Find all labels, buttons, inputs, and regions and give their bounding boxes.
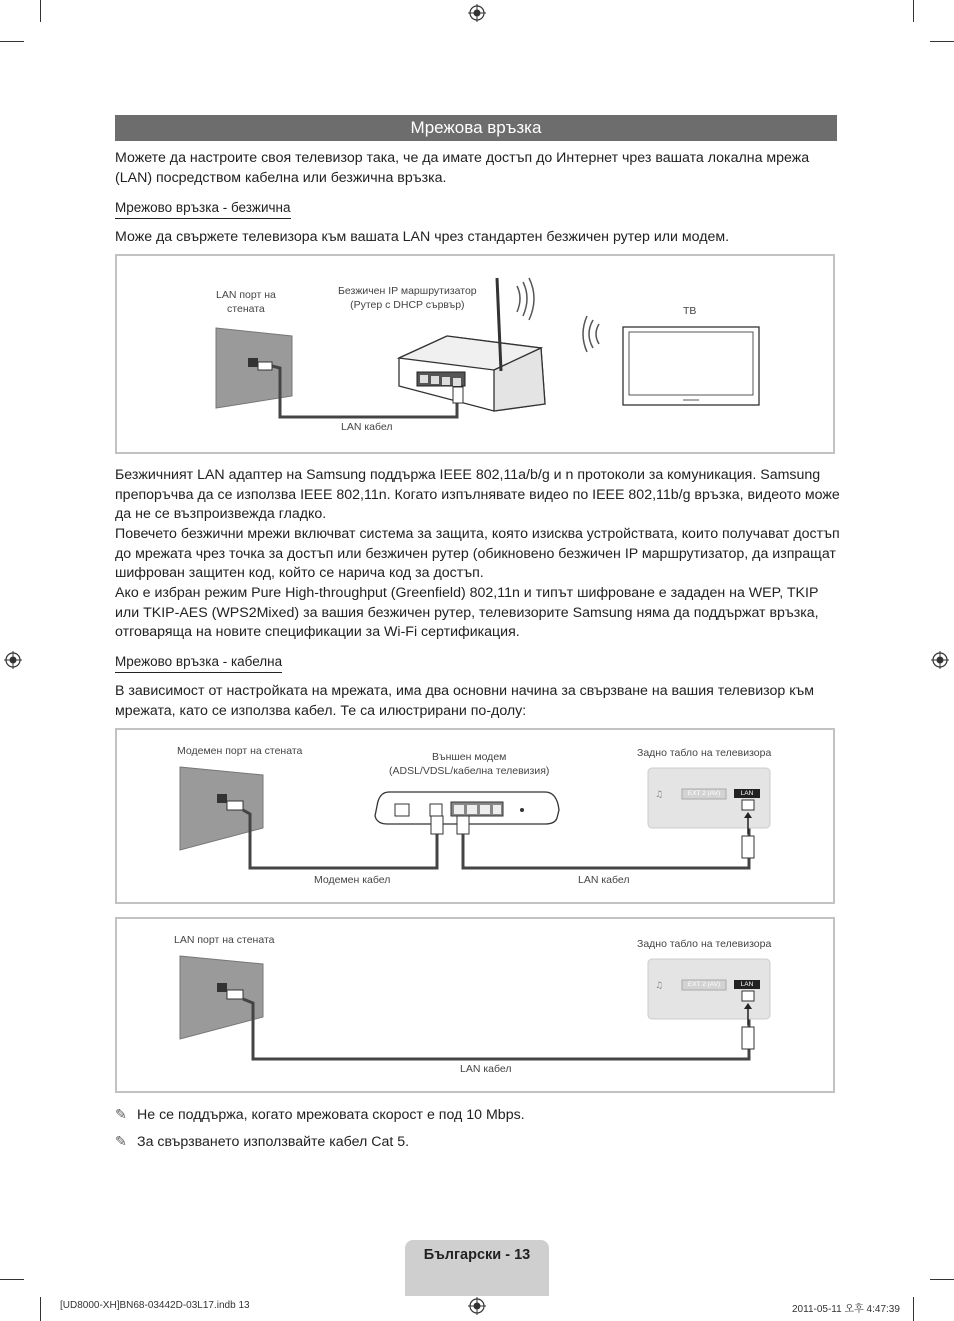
lan-port-label: LAN bbox=[740, 790, 754, 797]
tv-back-label: Задно табло на телевизора bbox=[637, 747, 772, 759]
registration-mark-icon bbox=[468, 4, 486, 22]
wireless-paragraph: Ако е избран режим Pure High-throughput (Greenfield) 802,11n и типът шифроване е зададен на WEP, TKIP или TKIP-AES (WPS2Mixed) за вашия безжичен рутер, телевизорите Samsung няма да поддържат връзка, отговаряща на новите спецификации за Wi-Fi сертификация. bbox=[115, 585, 819, 640]
lan-cable-label: LAN кабел bbox=[578, 874, 630, 886]
wireless-paragraph: Повечето безжични мрежи включват система за защита, която изисква устройствата, които получават достъп до мрежата чрез точка за достъп или безжичен рутер (обикновено безжичен IP маршрутизатор, да изпращат шифрован защитен код, който се нарича код за достъп. bbox=[115, 526, 840, 581]
ext2-port-label: EXT 2 (AV) bbox=[687, 981, 721, 988]
pencil-note-icon: ✎ bbox=[115, 1107, 127, 1123]
wireless-description: Може да свържете телевизора към вашата LAN чрез стандартен безжичен рутер или модем. bbox=[115, 229, 730, 245]
lan-port-label: LAN bbox=[740, 981, 754, 988]
modem-wall-label: Модемен порт на стената bbox=[177, 745, 303, 757]
wireless-paragraph: Безжичният LAN адаптер на Samsung поддържа IEEE 802,11a/b/g и n протоколи за комуникация. Samsung препоръчва да се използва IEEE 802,11n. Когато изпълнявате видео по IEEE 802,11b/g връзка, видеото може да не се възпроизвежда гладко. bbox=[115, 467, 840, 522]
crop-mark bbox=[0, 1279, 24, 1280]
pencil-note-icon: ✎ bbox=[115, 1134, 127, 1150]
note-text: За свързването използвайте кабел Cat 5. bbox=[137, 1134, 410, 1150]
registration-mark-icon bbox=[468, 1297, 486, 1315]
note-item bbox=[115, 1133, 409, 1152]
router-label: Безжичен IP маршрутизатор (Рутер с DHCP сървър) bbox=[338, 285, 477, 311]
wired-diagram-direct bbox=[115, 917, 835, 1093]
wired-heading: Мрежово връзка - кабелна bbox=[115, 653, 282, 673]
crop-mark bbox=[913, 1297, 914, 1321]
note-item bbox=[115, 1106, 525, 1125]
wired-description: В зависимост от настройката на мрежата, има два основни начина за свързване на вашия телевизор към мрежата, като се използва кабел. Те са илюстрирани по-долу: bbox=[115, 683, 815, 719]
lan-cable-label: LAN кабел bbox=[460, 1063, 512, 1075]
print-timestamp: 2011-05-11 오후 4:47:39 bbox=[792, 1304, 900, 1315]
registration-mark-icon bbox=[931, 651, 949, 669]
page-label: Български - 13 bbox=[423, 1247, 531, 1263]
file-info: [UD8000-XH]BN68-03442D-03L17.indb 13 bbox=[60, 1300, 250, 1311]
wired-diagram-modem bbox=[115, 728, 835, 904]
modem-label: Външен модем (ADSL/VDSL/кабелна телевизия) bbox=[389, 751, 550, 777]
crop-mark bbox=[40, 1297, 41, 1321]
modem-cable-label: Модемен кабел bbox=[314, 874, 391, 886]
crop-mark bbox=[930, 1279, 954, 1280]
crop-mark bbox=[913, 0, 914, 22]
ext2-port-label: EXT 2 (AV) bbox=[687, 790, 721, 797]
wall-port-label: LAN порт на стената bbox=[174, 934, 275, 946]
intro-paragraph: Можете да настроите своя телевизор така, че да имате достъп до Интернет чрез вашата локална мрежа (LAN) посредством кабелна или безжична връзка. bbox=[115, 150, 810, 186]
wireless-heading: Мрежово връзка - безжична bbox=[115, 199, 291, 219]
section-title: Мрежова връзка bbox=[115, 115, 837, 141]
crop-mark bbox=[930, 41, 954, 42]
note-text: Не се поддържа, когато мрежовата скорост е под 10 Mbps. bbox=[137, 1107, 525, 1123]
registration-mark-icon bbox=[4, 651, 22, 669]
svg-text:♫: ♫ bbox=[655, 981, 664, 991]
lan-cable-label: LAN кабел bbox=[341, 421, 393, 433]
page-number-tab bbox=[405, 1240, 549, 1296]
wall-port-label: LAN порт на стената bbox=[216, 289, 276, 315]
tv-back-label: Задно табло на телевизора bbox=[637, 938, 772, 950]
wireless-diagram bbox=[115, 254, 835, 454]
crop-mark bbox=[40, 0, 41, 22]
tv-label: ТВ bbox=[683, 305, 697, 317]
crop-mark bbox=[0, 41, 24, 42]
svg-text:♫: ♫ bbox=[655, 790, 664, 800]
